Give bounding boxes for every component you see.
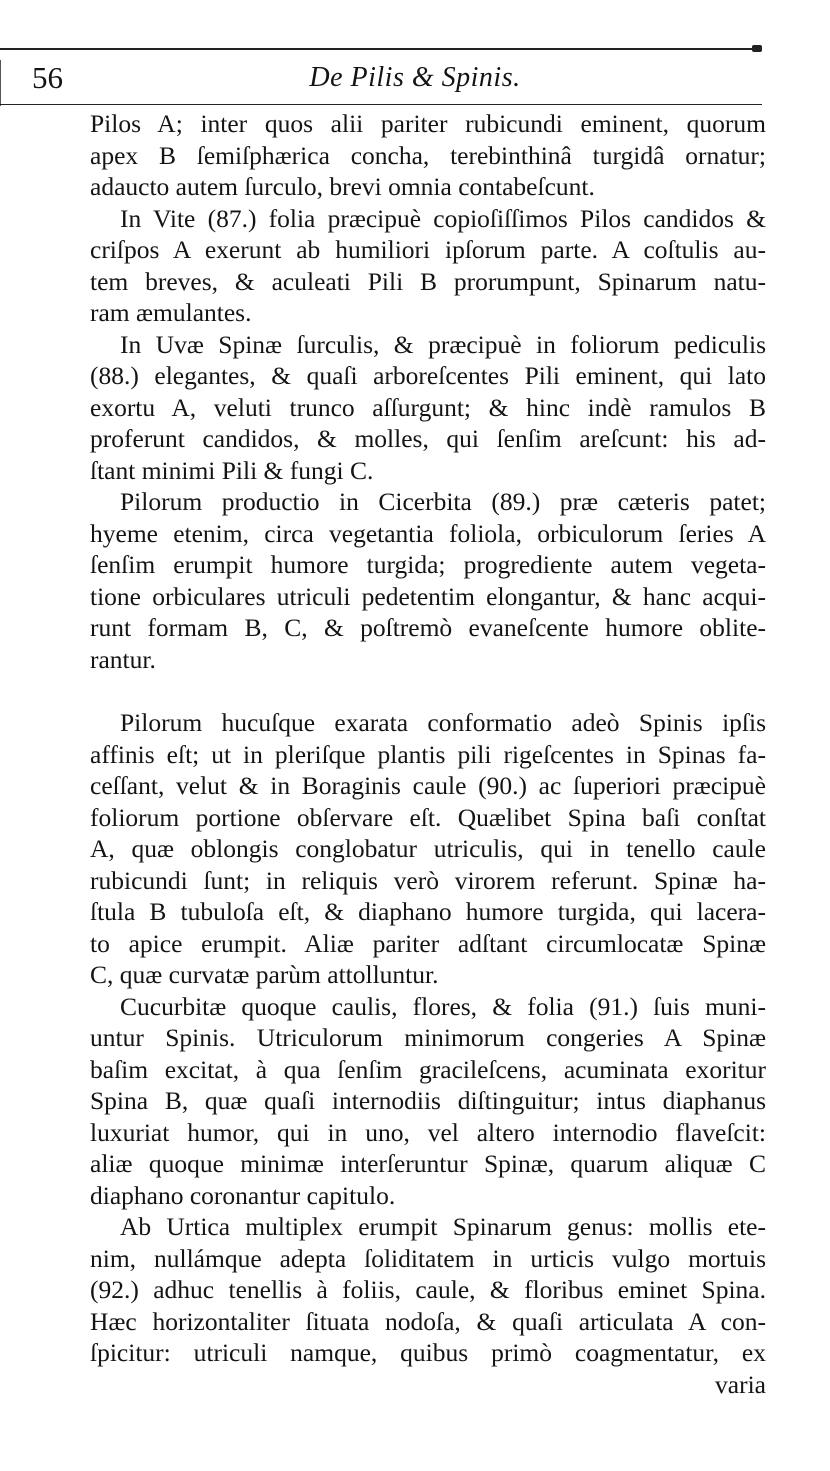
text-line: (88.) elegantes, & quaſi arboreſcentes Pili eminent, qui lato [90,361,766,390]
text-line: hyeme etenim, circa vegetantia foliola, orbiculorum ſeries A [90,518,766,548]
text-line: Pilorum productio in Cicerbita (89.) præ cæteris patet; [120,487,766,516]
text-line: Spina B, quæ quaſi internodiis diſtinguitur; intus diaphanus [90,1086,766,1115]
paragraph [90,991,766,1212]
paragraph [90,108,766,203]
text-line: to apice erumpit. Aliæ pariter adſtant circumlocatæ Spinæ [90,928,766,958]
section-gap [90,675,766,707]
paragraph [90,203,766,329]
text-line: ſtula B tubuloſa eſt, & diaphano humore turgida, qui lacera- [90,897,766,926]
catchword: varia [715,1369,766,1399]
body-text [90,108,766,1400]
text-line: Hæc horizontaliter ſituata nodoſa, & quaſi articulata A con- [90,1306,766,1336]
text-line: rubicundi ſunt; in reliquis verò virorem referunt. Spinæ ha- [90,865,766,895]
text-line: In Uvæ Spinæ ſurculis, & præcipuè in foliorum pediculis [120,329,766,359]
text-line: In Vite (87.) folia præcipuè copioſiſſimos Pilos candidos & [120,203,766,233]
running-head: De Pilis & Spinis. [309,62,521,93]
paragraph [90,1211,766,1369]
text-line: (92.) adhuc tenellis à foliis, caule, & floribus eminet Spina. [90,1275,766,1304]
text-line: baſim excitat, à qua ſenſim gracileſcens, acuminata exoritur [90,1054,766,1084]
top-rule-end [752,45,762,52]
text-line: ſenſim erumpit humore turgida; progrediente autem vegeta- [90,550,766,579]
text-line: luxuriat humor, qui in uno, vel altero internodio flaveſcit: [90,1117,766,1147]
text-line: apex B ſemiſphærica concha, terebinthinâ turgidâ ornatur; [90,140,766,170]
text-line: exortu A, veluti trunco aſſurgunt; & hinc indè ramulos B [90,392,766,422]
text-line: tione orbiculares utriculi pedetentim elongantur, & hanc acqui- [90,581,766,611]
text-line: adaucto autem ſurculo, brevi omnia contabeſcunt. [90,172,595,201]
text-line: A, quæ oblongis conglobatur utriculis, qui in tenello caule [90,834,766,863]
text-line: Ab Urtica multiplex erumpit Spinarum genus: mollis ete- [120,1212,766,1241]
header-rule [0,104,762,105]
paragraph [90,486,766,675]
text-line: tem breves, & aculeati Pili B prorumpunt, Spinarum natu- [90,266,766,296]
text-line: runt formam B, C, & poſtremò evaneſcente humore oblite- [90,613,766,642]
paragraph [90,707,766,991]
text-line: Pilos A; inter quos alii pariter rubicundi eminent, quorum [90,109,766,138]
text-line: Cucurbitæ quoque caulis, flores, & folia (91.) ſuis muni- [120,991,766,1021]
text-line: ceſſant, velut & in Boraginis caule (90.) ac ſuperiori præcipuè [90,771,766,800]
text-line: ſpicitur: utriculi namque, quibus primò coagmentatur, ex [90,1338,766,1367]
text-line: Pilorum hucuſque exarata conformatio adeò Spinis ipſis [120,708,766,737]
text-line: criſpos A exerunt ab humiliori ipſorum parte. A coſtulis au- [90,235,766,264]
text-line: nim, nullámque adepta ſoliditatem in urticis vulgo mortuis [90,1243,766,1273]
top-rule [0,48,762,50]
text-line: foliorum portione obſervare eſt. Quælibet Spina baſi conſtat [90,802,766,832]
text-line: aliæ quoque minimæ interſeruntur Spinæ, quarum aliquæ C [90,1149,766,1178]
text-line: affinis eſt; ut in pleriſque plantis pili rigeſcentes in Spinas fa- [90,739,766,769]
paragraph [90,329,766,487]
text-line: rantur. [90,644,156,674]
text-line: diaphano coronantur capitulo. [90,1180,396,1210]
text-line: proferunt candidos, & molles, qui ſenſim areſcunt: his ad- [90,424,766,453]
text-line: untur Spinis. Utriculorum minimorum congeries A Spinæ [90,1023,766,1052]
text-line: C, quæ curvatæ parùm attolluntur. [90,960,439,989]
page-number: 56 [32,60,63,95]
text-line: ſtant minimi Pili & fungi C. [90,455,374,485]
text-line: ram æmulantes. [90,298,252,327]
